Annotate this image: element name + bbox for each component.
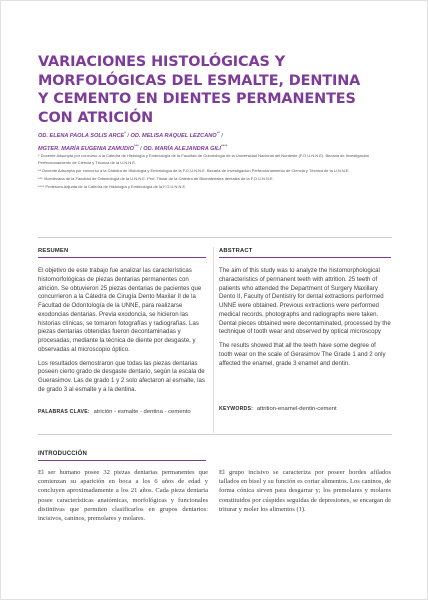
author-list: [38, 128, 378, 154]
palabras-clave: [38, 408, 208, 417]
palabras-clave-label: PALABRAS CLAVE:: [38, 409, 90, 415]
keywords-label: KEYWORDS:: [219, 406, 254, 412]
introduccion-left-column: El ser humano posee 32 piezas dentarias permanentes que comienzan su aparición en boca a los 6 años de edad y concluyen aproximadamente a los 21 años. Cada pieza dentaria posee características anatómicas, morfológicas y funcionales distintivas que permiten clasificarlos en grupos dentarios: incisivos, caninos, premolares y molares.: [38, 469, 208, 523]
author-name: MGTER. MARÍA EUGENIA ZAMUDIO: [38, 145, 134, 152]
resumen-paragraph: El objetivo de este trabajo fue analizar las características histomorfológicas de piezas dentarias permanentes con atrición. Se obtuvieron 25 piezas dentarias de pacientes que concurrieron a la Cátedra de Cirugía Dento Maxilar II de la Facultad de Odontología de la UNNE, para realizarse exodoncias dentarias. Previa exodoncia, se hicieron las historias clínicas, se tomaron fotografías y radiografías. Las piezas dentarias obtenidas fueron decontaminadas y procesadas, mediante la técnica de diente por desgaste, y observadas al microscopio óptico.: [38, 267, 202, 353]
author-footnotes: [38, 153, 378, 192]
author-name: OD. MELISA RAQUEL LEZCANO: [130, 132, 217, 139]
introduccion-right-column: El grupo incisivo se caracteriza por poseer bordes afilados tallados en bisel y su función es cortar alimentos. Los caninos, de forma cónica sirven para desgarrar y; los premolares y molares constituidos por cúspides seguidas de depresiones, se encargan de triturar y moler los alimentos (1).: [219, 469, 391, 513]
author-separator: /: [221, 132, 223, 139]
keywords-text: attrition-enamel-dentin-cement: [256, 406, 337, 412]
abstract-heading: ABSTRACT: [219, 248, 391, 258]
author-mark: ***: [133, 143, 139, 149]
introduccion-heading: INTRODUCCIÓN: [38, 451, 206, 461]
resumen-body: [38, 267, 210, 400]
resumen-paragraph: Los resultados demostraron que todas las piezas dentarias poseen cierto grado de desgaste dentario, según la escala de Guerasimov. Las de grado 1 y 2 solo afectaron al esmalte, las de grado 3 al esmalte y a la dentina.: [38, 359, 205, 393]
author-name: OD. MARÍA ALEJANDRA GILI: [143, 145, 221, 152]
resumen-heading: RESUMEN: [38, 248, 206, 258]
section-divider: [38, 237, 392, 238]
author-name: OD. ELENA PAOLA SOLIS ARCE: [38, 132, 125, 139]
author-mark: ****: [220, 143, 228, 149]
abstract-paragraph: The results showed that all the teeth have some degree of tooth wear on the scale of Gerasimov The Grade 1 and 2 only affected the enamel, grade 3 enamel and dentin.: [219, 342, 386, 367]
author-mark: **: [216, 130, 220, 135]
author-mark: *: [124, 130, 126, 135]
footnote: **** Profesora Adjunta de la Cátedra de Histología y Embriología de la F.O.U.N.N.E.: [38, 183, 187, 189]
abstract-body: [219, 267, 391, 373]
palabras-clave-text: atrición - esmalte - dentina - cemento: [93, 409, 191, 415]
keywords: [219, 405, 391, 414]
footnote: ** Docente Adscripta por concurso a la Cátedra de Histología y Embriología de la F.O.U.N.N.E. Becaria de Investigación Perfeccionamiento de Ciencia y Técnica de la U.N.N.E.: [38, 167, 350, 173]
section-divider: [38, 434, 392, 435]
column-divider: [213, 247, 214, 433]
footnote: * Docente Adscripta por concurso a la Cátedra de Histología y Embriología de la Facultad de Odontología de la Universidad Nacional del Nordeste (F.O.U.N.N.E). Becaria de Investigación Perfeccionamiento de Ciencia y Técnica de la U.N.N.E.: [38, 153, 370, 165]
author-separator: /: [140, 145, 142, 152]
author-separator: /: [127, 132, 129, 139]
article-title: VARIACIONES HISTOLÓGICAS Y MORFOLÓGICAS DEL ESMALTE, DENTINA Y CEMENTO EN DIENTES PERMANENTES CON ATRICIÓN: [38, 54, 361, 127]
footnote: *** Vicedecana de la Facultad de Odontología de la U.N.N.E. Prof. Titular de la Cátedra de Biomateriales dentales de la F.O.U.N.N.E.: [38, 175, 274, 181]
abstract-paragraph: The aim of this study was to analyze the histomorphological characteristics of permanent teeth with attrition. 25 teeth of patients who attended the Department of Surgery Maxillary Dento II, Faculty of Dentistry for dental extractions performed UNNE were obtained. Previous extractions were performed medical records, photographs and radiographs were taken. Dental pieces obtained were decontaminated, processed by the technique of tooth wear and observed by optical microscopy: [219, 267, 391, 336]
